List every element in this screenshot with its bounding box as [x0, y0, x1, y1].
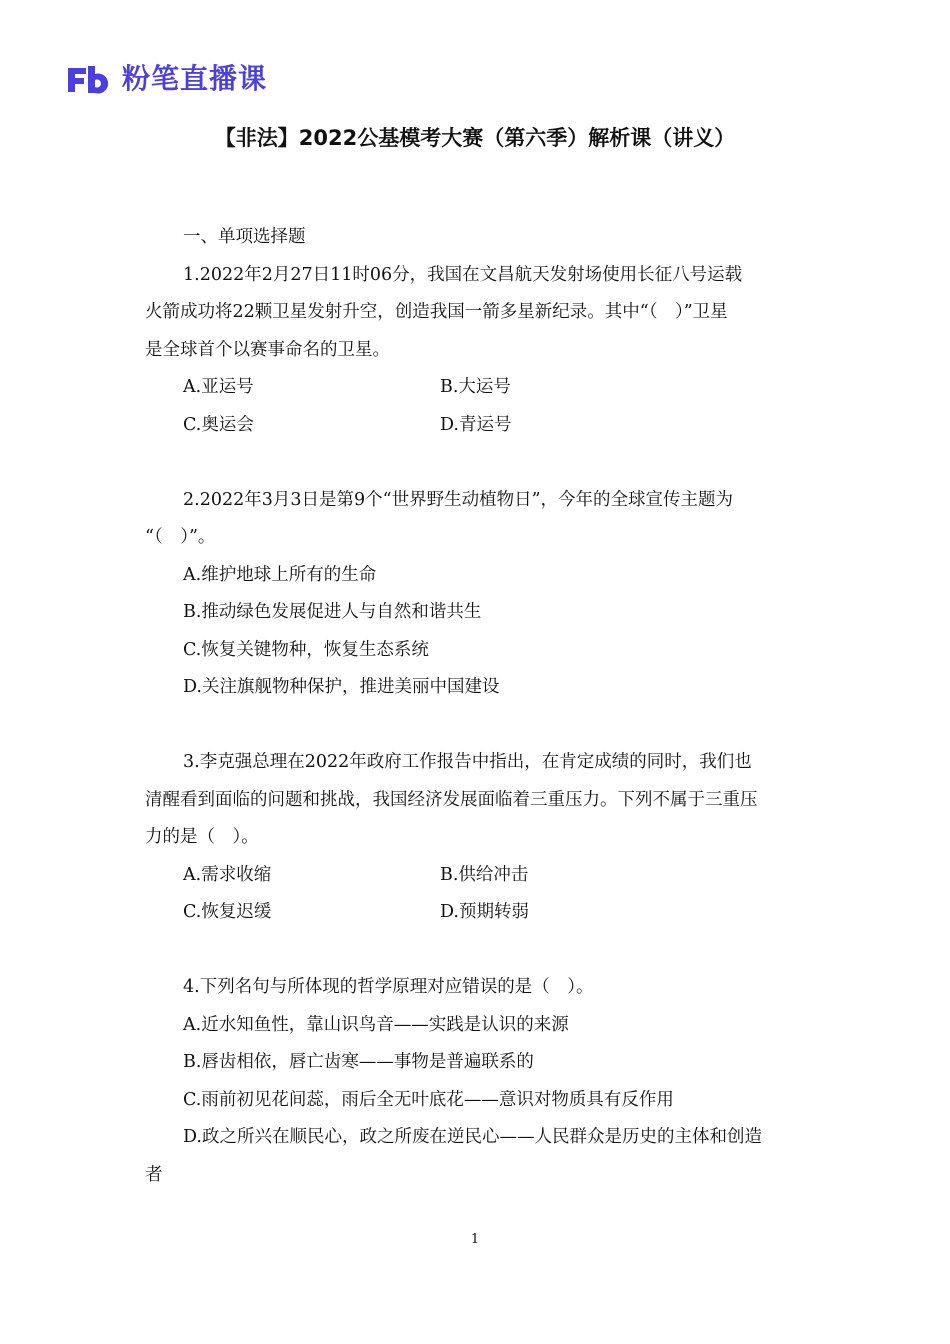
q1-option-d: D.青运号 [440, 414, 512, 435]
q1-options-row-1 [145, 369, 810, 407]
q1-text-line-3: 是全球首个以赛事命名的卫星。 [145, 339, 390, 360]
q3-option-a: A.需求收缩 [183, 864, 272, 885]
section-heading: 一、单项选择题 [183, 227, 306, 247]
q3-text-line-1: 3.李克强总理在2022年政府工作报告中指出，在肯定成绩的同时，我们也 [183, 752, 752, 772]
q2-option-a: A.维护地球上所有的生命 [183, 564, 377, 585]
q1-option-a: A.亚运号 [183, 377, 254, 397]
q3-option-c: C.恢复迟缓 [183, 902, 272, 922]
q4-text-line-1: 4.下列名句与所体现的哲学原理对应错误的是（ ）。 [183, 977, 594, 997]
q3-options-row-1 [145, 857, 810, 895]
q4-option-d-line-2: 者 [145, 1164, 163, 1185]
q1-option-c: C.奥运会 [183, 414, 254, 435]
q3-text-line-3: 力的是（ ）。 [145, 827, 259, 847]
page-title: 【非法】2022公基模考大赛（第六季）解析课（讲义） [214, 126, 736, 150]
q2-option-d: D.关注旗舰物种保护，推进美丽中国建设 [183, 677, 500, 697]
fb-logo-icon [66, 64, 114, 94]
q3-option-b: B.供给冲击 [440, 864, 529, 885]
q1-option-b: B.大运号 [440, 377, 511, 397]
q3-options-row-2 [145, 894, 810, 932]
q4-option-c: C.雨前初见花间蕊，雨后全无叶底花——意识对物质具有反作用 [183, 1089, 674, 1110]
q4-option-b: B.唇齿相依，唇亡齿寒——事物是普遍联系的 [183, 1052, 534, 1072]
document-body [145, 219, 810, 1194]
q3-text-line-2: 清醒看到面临的问题和挑战，我国经济发展面临着三重压力。下列不属于三重压 [145, 789, 758, 810]
q2-text-line-2: “（ ）”。 [145, 527, 216, 547]
q4-option-d-line-1: D.政之所兴在顺民心，政之所废在逆民心——人民群众是历史的主体和创造 [183, 1127, 762, 1147]
q1-text-line-2: 火箭成功将22颗卫星发射升空，创造我国一箭多星新纪录。其中“（ ）”卫星 [145, 302, 728, 322]
q2-option-c: C.恢复关键物种，恢复生态系统 [183, 639, 429, 660]
q4-option-a: A.近水知鱼性，靠山识鸟音——实践是认识的来源 [183, 1014, 569, 1035]
page-number: 1 [470, 1232, 480, 1247]
q3-option-d: D.预期转弱 [440, 902, 529, 922]
q1-options-row-2 [145, 407, 810, 445]
brand-logo [66, 62, 267, 96]
brand-name: 粉笔直播课 [122, 62, 268, 95]
q2-text-line-1: 2.2022年3月3日是第9个“世界野生动植物日”，今年的全球宣传主题为 [183, 489, 734, 510]
q2-option-b: B.推动绿色发展促进人与自然和谐共生 [183, 602, 482, 622]
q1-text-line-1: 1.2022年2月27日11时06分，我国在文昌航天发射场使用长征八号运载 [183, 264, 743, 285]
